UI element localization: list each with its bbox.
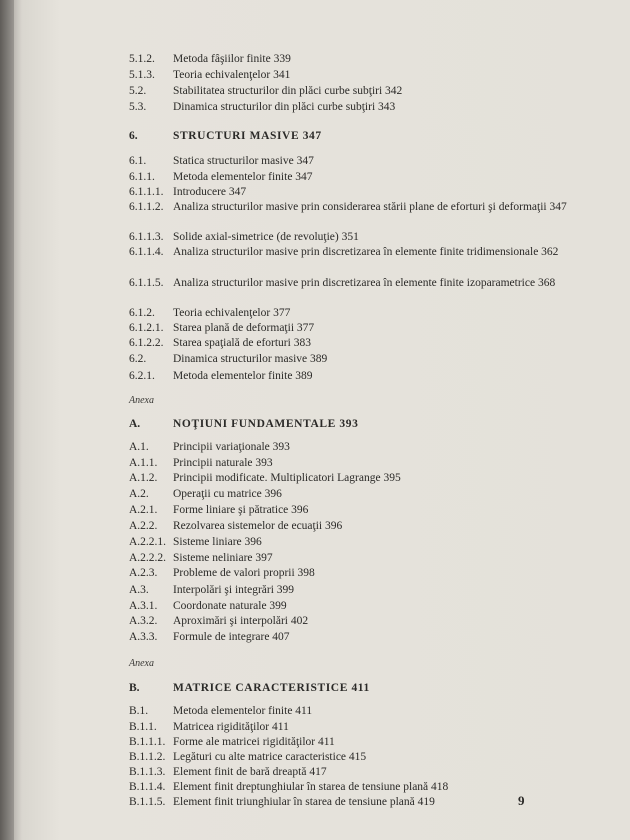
anexa-label: Anexa [129, 658, 154, 669]
page-number: 9 [518, 793, 525, 808]
book-page: 5.1.2. Metoda fâşiilor finite 339 5.1.3. Teoria echivalenţelor 341 5.2. Stabilitatea structurilor din plăci curbe subţiri 342 5.3. Dinamica structurilor din plăci curbe subţiri 343 6. STRUCTURI MASIVE 347 6.1. Statica structurilor masive 347 6.1.1. Metoda elementelor finite 347 6.1.1.1. Introducere 347 6.1.1.2. Analiza structurilor masive prin considerarea stării plane de eforturi şi deformaţii 347 6.1.1.3. Solide axial-simetrice (de revoluţie) 351 6.1.1.4. Analiza structurilor masive prin discretizarea în elemente finite tridimensionale 362 6.1.1.5. Analiza structurilor masive prin discretizarea în elemente finite izoparametrice 368 6.1.2. Teoria echivalenţelor 377 6.1.2.1. Starea plană de deformaţii 377 6.1.2.2. Starea spaţială de eforturi 383 6.2. Dinamica structurilor masive 389 6.2.1. Metoda elementelor finite 389 Anexa A. NOŢIUNI FUNDAMENTALE 393 A.1. Principii variaţionale 393 A.1.1. Principii naturale 393 A.1.2. Principii modificate. Multiplicatori Lagrange 395 A.2. Operaţii cu matrice 396 A.2.1. Forme liniare şi pătratice 396 A.2.2. Rezolvarea sistemelor de ecuaţii 396 A.2.2.1. Sisteme liniare 396 A.2.2.2. Sisteme neliniare 397 A.2.3. Probleme de valori proprii 398 A.3. Interpolări şi integrări 399 A.3.1. Coordonate naturale 399 A.3.2. Aproximări şi interpolări 402 A.3.3. Formule de integrare 407 Anexa B. MATRICE CARACTERISTICE 411 B.1. Metoda elementelor finite 411 B.1.1. Matricea rigidităţilor 411 B.1.1.1. Forme ale matricei rigidităţilor 411 B.1.1.2. Legături cu alte matrice caracteristice 415 B.1.1.3. Element finit de bară dreaptă 417 B.1.1.4. Element finit dreptunghiular în starea de tensiune plană 418 B.1.1.5. Element finit triunghiular în starea de tensiune plană 419 9 [0, 0, 630, 840]
anexa-label: Anexa [129, 395, 154, 406]
book-binding [0, 0, 14, 840]
